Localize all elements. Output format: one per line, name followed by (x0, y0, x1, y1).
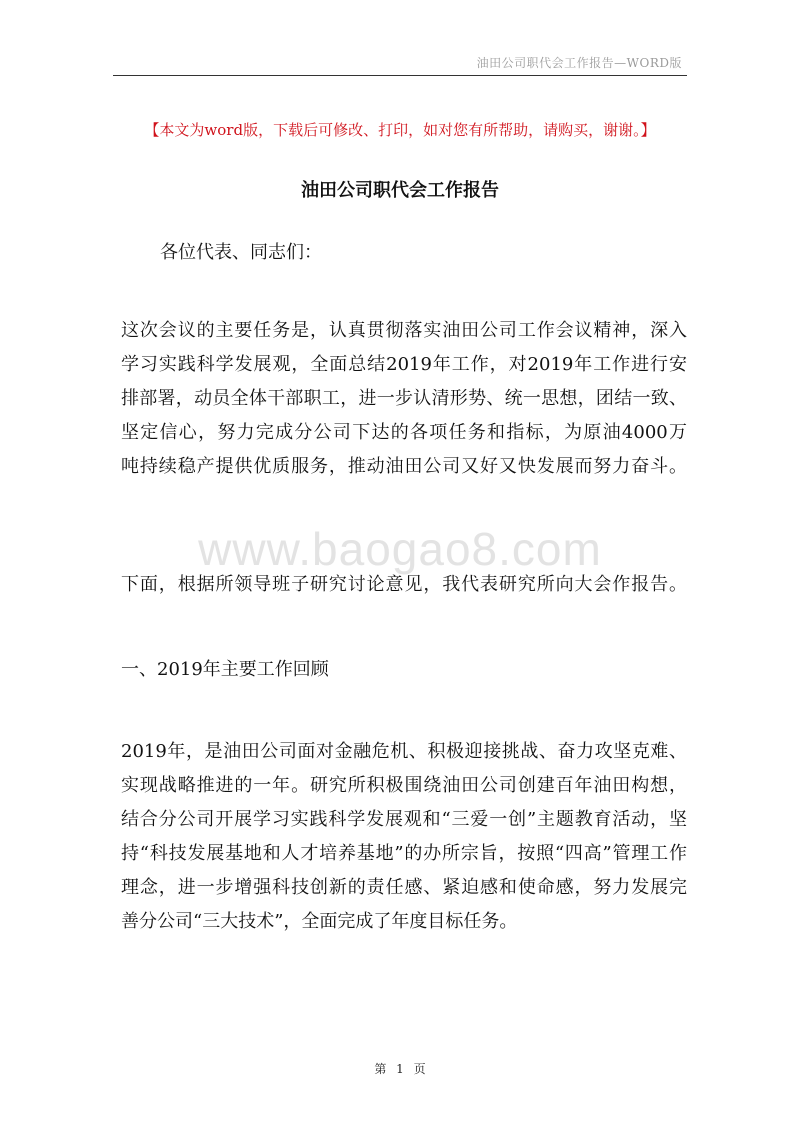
paragraph-line: 下面，根据所领导班子研究讨论意见，我代表研究所向大会作报告。 (121, 574, 687, 595)
paragraph-line: 理念，进一步增强科技创新的责任感、紧迫感和使命感，努力发展完 (121, 877, 687, 898)
header-rule (113, 75, 687, 76)
page-footer (0, 1060, 800, 1077)
paragraph-line: 吨持续稳产提供优质服务，推动油田公司又好又快发展而努力奋斗。 (121, 456, 687, 477)
paragraph-line: 这次会议的主要任务是，认真贯彻落实油田公司工作会议精神，深入 (121, 320, 687, 341)
footer-suffix: 页 (413, 1062, 426, 1076)
paragraph-report-intro (121, 568, 687, 602)
footer-prefix: 第 (374, 1062, 387, 1076)
download-notice: 【本文为word版，下载后可修改、打印，如对您有所帮助，请购买，谢谢。】 (144, 121, 656, 139)
paragraph-line: 善分公司“三大技术”，全面完成了年度目标任务。 (121, 911, 518, 932)
paragraph-review (121, 735, 687, 939)
running-header: 油田公司职代会工作报告—WORD版 (476, 56, 682, 70)
page-number: 1 (396, 1062, 404, 1076)
paragraph-intro (121, 314, 687, 484)
section-heading-text: 一、2019年主要工作回顾 (121, 659, 329, 680)
watermark: www.baogao8.com (198, 523, 602, 575)
section-heading (121, 653, 687, 687)
document-title: 油田公司职代会工作报告 (301, 180, 499, 201)
paragraph-line: 坚定信心，努力完成分公司下达的各项任务和指标，为原油4000万 (121, 422, 687, 443)
paragraph-line: 结合分公司开展学习实践科学发展观和“三爱一创”主题教育活动，坚 (121, 809, 687, 830)
paragraph-line: 排部署，动员全体干部职工，进一步认清形势、统一思想，团结一致、 (121, 388, 687, 409)
paragraph-line: 持“科技发展基地和人才培养基地”的办所宗旨，按照“四高”管理工作 (121, 843, 687, 864)
salutation: 各位代表、同志们： (160, 242, 322, 263)
paragraph-line: 学习实践科学发展观，全面总结2019年工作，对2019年工作进行安 (121, 354, 687, 375)
paragraph-line: 2019年，是油田公司面对金融危机、积极迎接挑战、奋力攻坚克难、 (121, 741, 687, 762)
paragraph-line: 实现战略推进的一年。研究所积极围绕油田公司创建百年油田构想， (121, 775, 687, 796)
